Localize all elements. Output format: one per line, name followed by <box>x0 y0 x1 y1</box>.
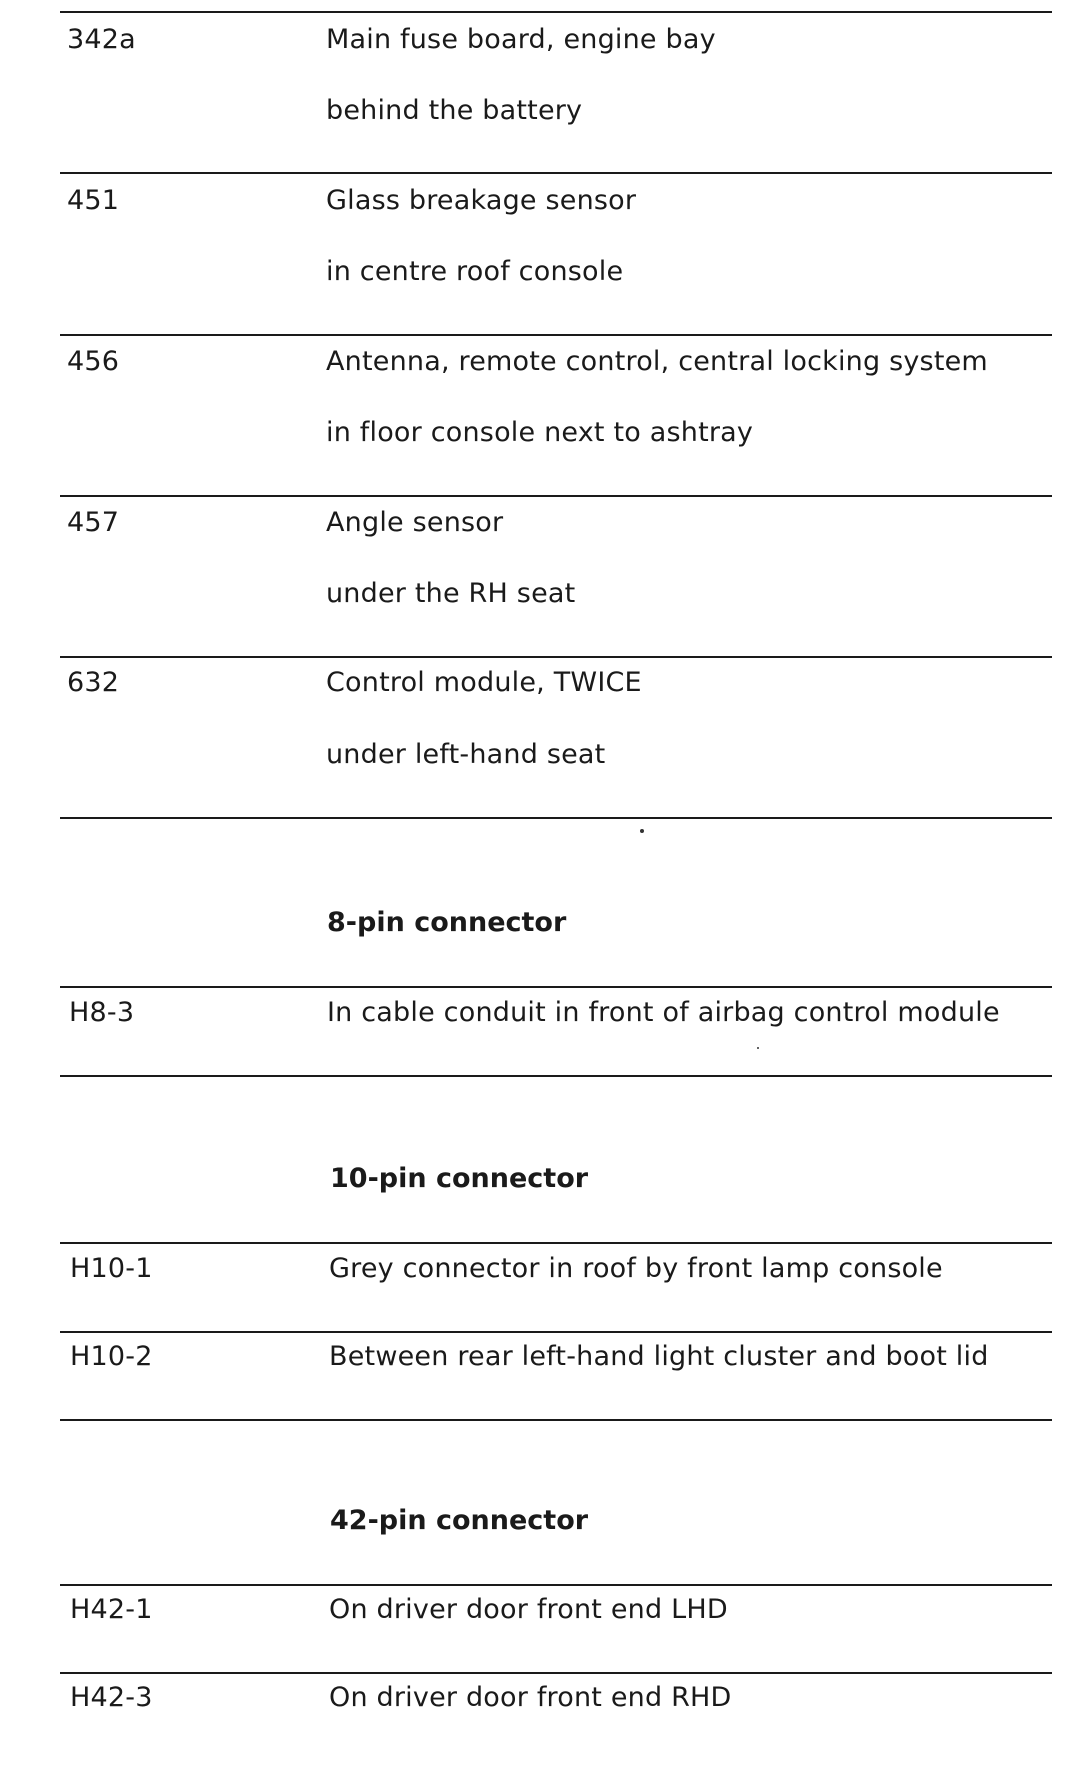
connector-location: On driver door front end RHD <box>329 1682 732 1713</box>
scan-speck <box>757 1047 759 1049</box>
table-rule <box>60 656 1052 658</box>
component-location: in floor console next to ashtray <box>326 417 754 448</box>
table-rule <box>60 172 1052 174</box>
table-rule <box>60 1419 1052 1421</box>
component-code: 456 <box>67 346 120 377</box>
connector-code: H10-2 <box>70 1341 153 1372</box>
component-location: under left-hand seat <box>326 739 606 770</box>
component-code: 342a <box>67 24 136 55</box>
section-heading: 10-pin connector <box>330 1163 589 1194</box>
connector-code: H42-3 <box>70 1682 153 1713</box>
section-heading: 42-pin connector <box>330 1505 589 1536</box>
table-rule <box>60 1242 1052 1244</box>
component-location: under the RH seat <box>326 578 576 609</box>
component-code: 451 <box>67 185 120 216</box>
connector-location: In cable conduit in front of airbag control module <box>327 997 1000 1028</box>
table-rule <box>60 495 1052 497</box>
component-name: Control module, TWICE <box>326 667 642 698</box>
table-rule <box>60 817 1052 819</box>
component-code: 632 <box>67 667 120 698</box>
table-rule <box>60 1584 1052 1586</box>
table-rule <box>60 1672 1052 1674</box>
connector-code: H10-1 <box>70 1253 153 1284</box>
table-rule <box>60 986 1052 988</box>
connector-location: Grey connector in roof by front lamp console <box>329 1253 943 1284</box>
component-name: Angle sensor <box>326 507 504 538</box>
component-location: behind the battery <box>326 95 583 126</box>
component-location: in centre roof console <box>326 256 624 287</box>
table-rule <box>60 334 1052 336</box>
scan-speck <box>640 829 644 833</box>
connector-code: H8-3 <box>69 997 135 1028</box>
section-heading: 8-pin connector <box>327 907 567 938</box>
component-name: Main fuse board, engine bay <box>326 24 716 55</box>
connector-location: On driver door front end LHD <box>329 1594 728 1625</box>
connector-location: Between rear left-hand light cluster and boot lid <box>329 1341 989 1372</box>
component-code: 457 <box>67 507 120 538</box>
component-name: Glass breakage sensor <box>326 185 637 216</box>
component-name: Antenna, remote control, central locking system <box>326 346 988 377</box>
table-rule <box>60 11 1052 13</box>
table-rule <box>60 1331 1052 1333</box>
table-rule <box>60 1075 1052 1077</box>
connector-code: H42-1 <box>70 1594 153 1625</box>
